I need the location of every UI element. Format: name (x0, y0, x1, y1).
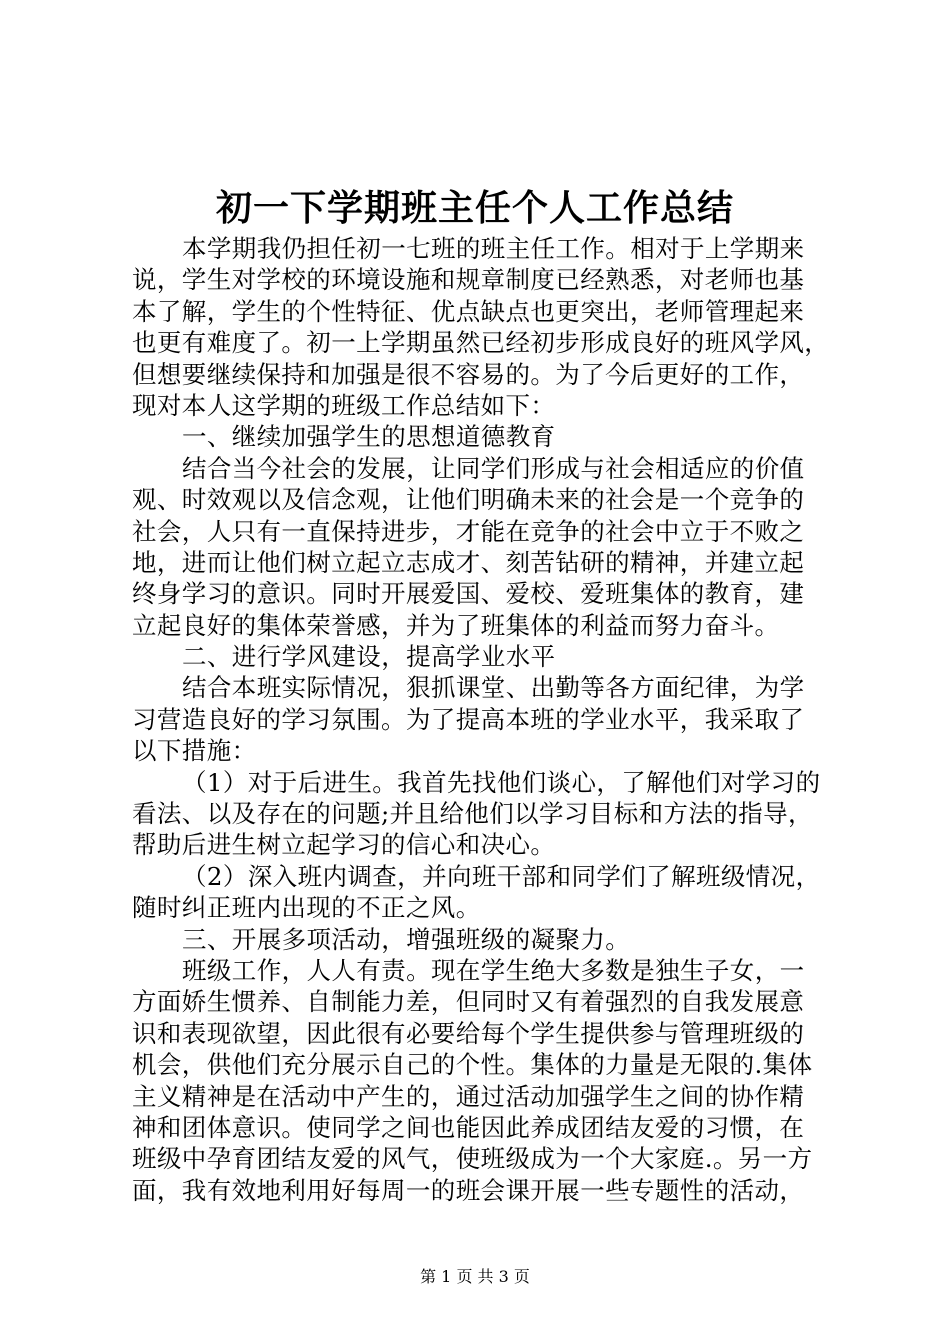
text-line: 但想要继续保持和加强是很不容易的。为了今后更好的工作， (132, 359, 805, 389)
text-line: 随时纠正班内出现的不正之风。 (132, 893, 481, 923)
text-line: 主义精神是在活动中产生的，通过活动加强学生之间的协作精 (132, 1081, 805, 1111)
text-line: 社会，人只有一直保持进步，才能在竞争的社会中立于不败之 (132, 516, 805, 546)
text-line: 班级中孕育团结友爱的风气，使班级成为一个大家庭.。另一方 (132, 1144, 813, 1174)
text-line: 以下措施： (132, 736, 257, 766)
text-line: 神和团体意识。使同学之间也能因此养成团结友爱的习惯，在 (132, 1112, 805, 1142)
text-line: 班级工作，人人有责。现在学生绝大多数是独生子女，一 (182, 955, 805, 985)
page-footer: 第 1 页 共 3 页 (420, 1267, 530, 1286)
text-line: 方面娇生惯养、自制能力差，但同时又有着强烈的自我发展意 (132, 987, 805, 1017)
text-line: 说，学生对学校的环境设施和规章制度已经熟悉，对老师也基 (132, 265, 805, 295)
document-title: 初一下学期班主任个人工作总结 (215, 188, 734, 229)
text-line: （1）对于后进生。我首先找他们谈心，了解他们对学习的 (182, 767, 821, 797)
text-line: 帮助后进生树立起学习的信心和决心。 (132, 830, 556, 860)
document-body (132, 233, 838, 1206)
text-line: 本学期我仍担任初一七班的班主任工作。相对于上学期来 (182, 234, 805, 263)
text-line: 观、时效观以及信念观，让他们明确未来的社会是一个竞争的 (132, 485, 805, 515)
text-line: 看法、以及存在的问题;并且给他们以学习目标和方法的指导， (132, 799, 813, 829)
text-line: 机会，供他们充分展示自己的个性。集体的力量是无限的.集体 (132, 1050, 813, 1080)
text-line: 立起良好的集体荣誉感，并为了班集体的利益而努力奋斗。 (132, 610, 780, 640)
text-line: 地，进而让他们树立起立志成才、刻苦钻研的精神，并建立起 (132, 547, 805, 577)
text-line: 面，我有效地利用好每周一的班会课开展一些专题性的活动， (132, 1175, 805, 1205)
text-line: 习营造良好的学习氛围。为了提高本班的学业水平，我采取了 (132, 704, 805, 734)
text-line: 识和表现欲望，因此很有必要给每个学生提供参与管理班级的 (132, 1018, 805, 1048)
text-line: 终身学习的意识。同时开展爱国、爱校、爱班集体的教育，建 (132, 579, 805, 609)
text-line: 结合当今社会的发展，让同学们形成与社会相适应的价值 (182, 453, 805, 483)
text-line: 本了解，学生的个性特征、优点缺点也更突出，老师管理起来 (132, 296, 805, 326)
text-line: 现对本人这学期的班级工作总结如下： (132, 390, 556, 420)
text-line: 二、进行学风建设，提高学业水平 (182, 642, 556, 672)
text-line: 也更有难度了。初一上学期虽然已经初步形成良好的班风学风， (132, 328, 830, 358)
text-line: （2）深入班内调查，并向班干部和同学们了解班级情况， (182, 861, 821, 891)
text-line: 三、开展多项活动，增强班级的凝聚力。 (182, 924, 631, 954)
text-line: 结合本班实际情况，狠抓课堂、出勤等各方面纪律，为学 (182, 673, 805, 703)
text-line: 一、继续加强学生的思想道德教育 (182, 422, 556, 452)
